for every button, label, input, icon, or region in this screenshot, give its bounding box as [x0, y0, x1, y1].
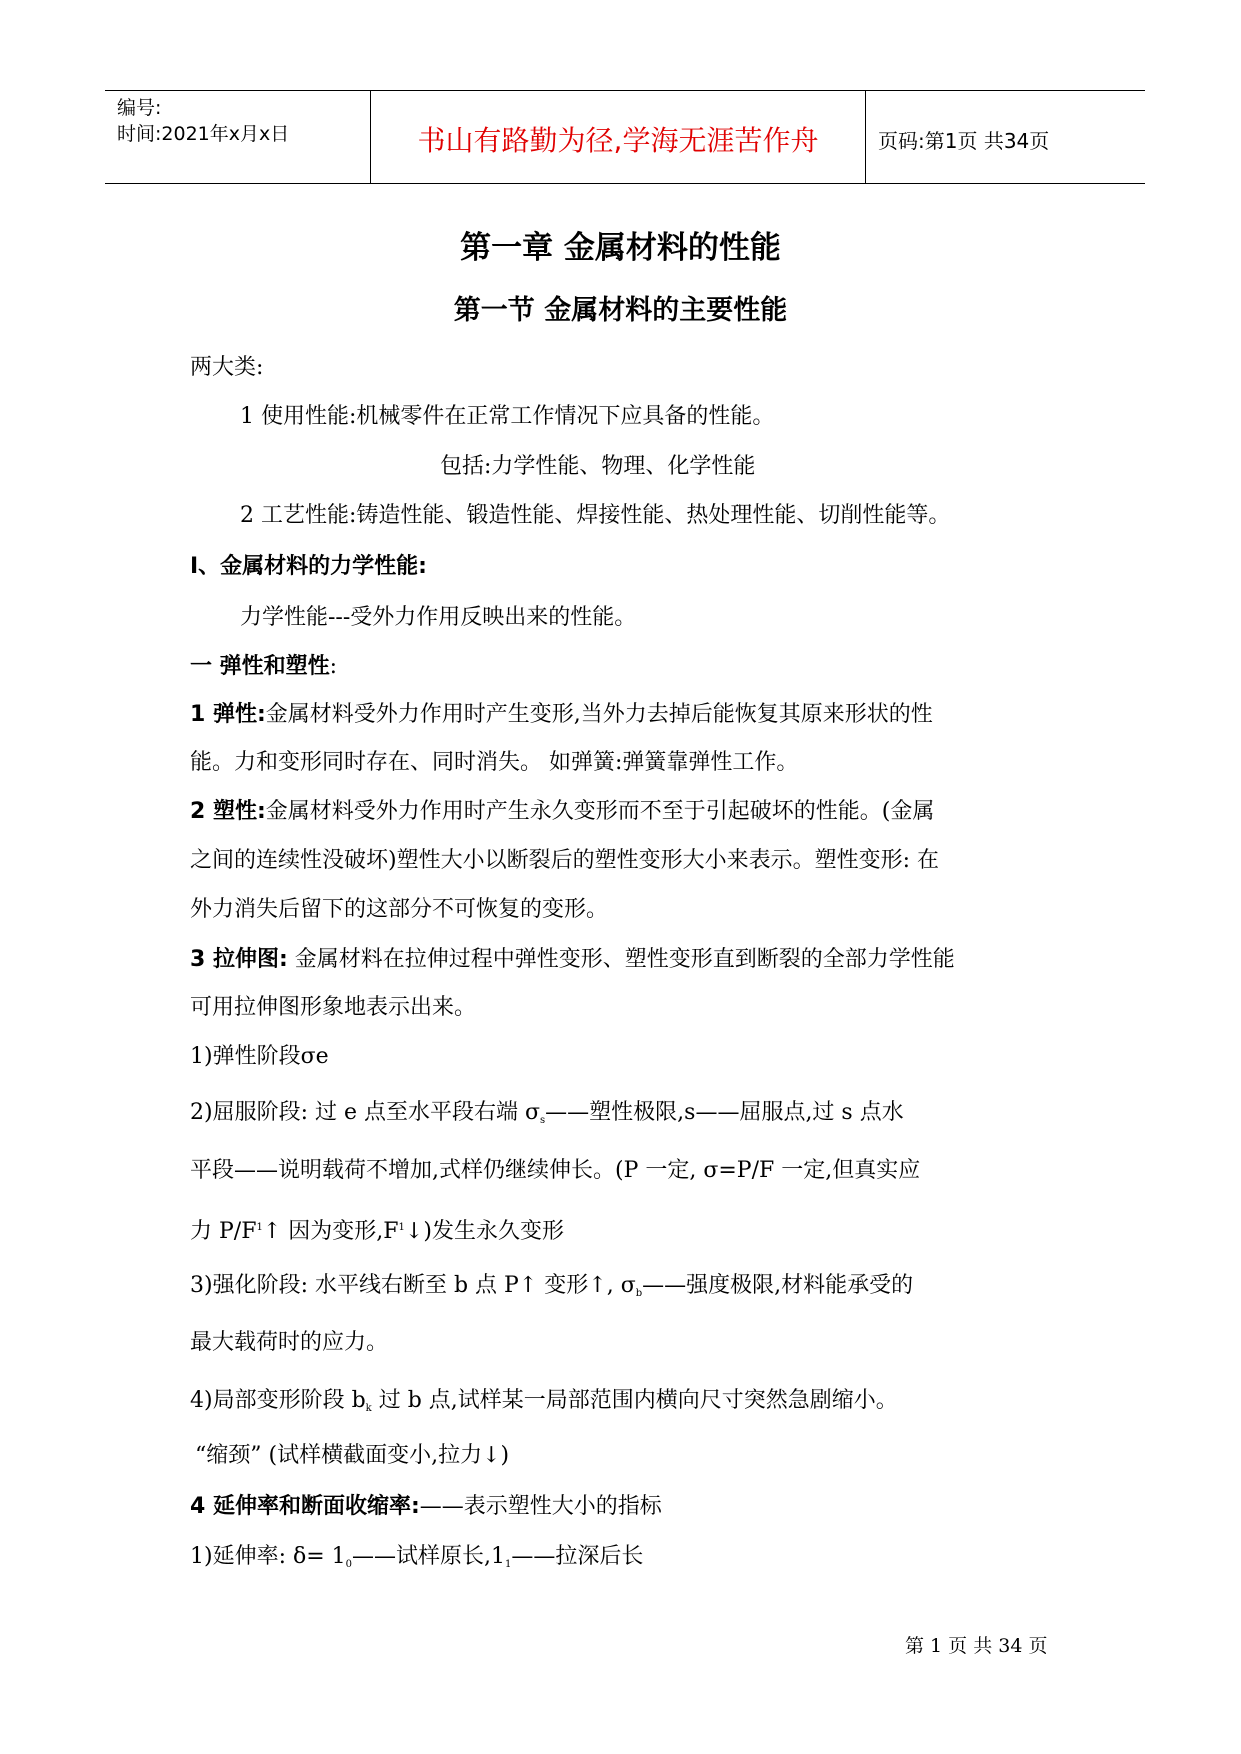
- body-line: 两大类:: [190, 355, 264, 380]
- text-span: :: [329, 654, 338, 679]
- header-info-cell: [105, 91, 371, 183]
- term-bold: 2 塑性:: [190, 799, 266, 824]
- term-bold: 1 弹性:: [190, 702, 266, 727]
- text-span: 金属材料受外力作用时产生永久变形而不至于引起破坏的性能。(金属: [265, 799, 935, 824]
- section-title: 第一节 金属材料的主要性能: [453, 295, 788, 326]
- text-span: 力 P/F: [190, 1219, 257, 1244]
- body-line: 包括:力学性能、物理、化学性能: [440, 454, 756, 479]
- superscript: 1: [398, 1222, 405, 1233]
- text-span: ——塑性极限,s——屈服点,过 s 点水: [545, 1100, 904, 1125]
- body-line: [190, 945, 955, 975]
- body-line: 1 使用性能:机械零件在正常工作情况下应具备的性能。: [240, 404, 775, 429]
- subscript: b: [635, 1288, 643, 1299]
- body-line: 1)弹性阶段σe: [190, 1044, 329, 1069]
- body-line: [190, 1492, 662, 1522]
- subscript: s: [540, 1115, 546, 1126]
- text-span: ——表示塑性大小的指标: [419, 1494, 662, 1519]
- text-span: 1)延伸率: δ= 1: [190, 1544, 346, 1569]
- text-span: ——拉深后长: [511, 1544, 644, 1569]
- body-line: 能。力和变形同时存在、同时消失。 如弹簧:弹簧靠弹性工作。: [190, 750, 799, 775]
- body-line: 最大载荷时的应力。: [190, 1330, 389, 1355]
- text-span: 3)强化阶段: 水平线右断至 b 点 P↑ 变形↑, σ: [190, 1273, 636, 1298]
- body-line: [190, 1098, 904, 1136]
- body-line: 力学性能---受外力作用反映出来的性能。: [240, 605, 637, 630]
- number-label: 编号:: [117, 97, 162, 119]
- body-line: 2 工艺性能:铸造性能、锻造性能、焊接性能、热处理性能、切削性能等。: [240, 503, 951, 528]
- time-label: 时间:2021年x月x日: [117, 123, 290, 145]
- body-line: [190, 700, 933, 730]
- subscript: k: [365, 1403, 372, 1414]
- subscript: 1: [505, 1559, 512, 1570]
- subheading-bold: 一 弹性和塑性: [190, 654, 330, 679]
- text-span: ↑ 因为变形,F: [262, 1219, 399, 1244]
- body-line: [190, 1271, 913, 1309]
- subscript: 0: [345, 1559, 353, 1570]
- body-line: [190, 652, 337, 682]
- page-label: 页码:第1页 共34页: [878, 129, 1050, 153]
- body-line: 外力消失后留下的这部分不可恢复的变形。: [190, 897, 609, 922]
- motto: 书山有路勤为径,学海无涯苦作舟: [417, 124, 819, 157]
- text-span: 金属材料受外力作用时产生变形,当外力去掉后能恢复其原来形状的性: [265, 702, 933, 727]
- header-motto-cell: [371, 91, 866, 183]
- body-line: [190, 797, 934, 827]
- page-footer: 第 1 页 共 34 页: [905, 1635, 1048, 1657]
- superscript: 1: [256, 1222, 263, 1233]
- body-line: [190, 1386, 898, 1424]
- text-span: ↓)发生永久变形: [404, 1219, 564, 1244]
- header-page-cell: [866, 91, 1145, 183]
- term-bold: 3 拉伸图:: [190, 947, 288, 972]
- term-bold: 4 延伸率和断面收缩率:: [190, 1494, 420, 1519]
- text-span: 2)屈服阶段: 过 e 点至水平段右端 σ: [190, 1100, 541, 1125]
- body-line: “缩颈” (试样横截面变小,拉力↓): [195, 1443, 510, 1468]
- text-span: 4)局部变形阶段 b: [190, 1388, 366, 1413]
- body-line: 之间的连续性没破坏)塑性大小以断裂后的塑性变形大小来表示。塑性变形: 在: [190, 848, 939, 873]
- body-line: 可用拉伸图形象地表示出来。: [190, 995, 477, 1020]
- document-header: [105, 90, 1145, 184]
- text-span: ——试样原长,1: [352, 1544, 506, 1569]
- body-line: [190, 1213, 564, 1247]
- text-span: 金属材料在拉伸过程中弹性变形、塑性变形直到断裂的全部力学性能: [287, 947, 955, 972]
- body-line: 平段——说明载荷不增加,式样仍继续伸长。(P 一定, σ=P/F 一定,但真实应: [190, 1158, 921, 1183]
- text-span: 过 b 点,试样某一局部范围内横向尺寸突然急剧缩小。: [371, 1388, 898, 1413]
- text-span: ——强度极限,材料能承受的: [642, 1273, 914, 1298]
- subheading: Ⅰ、金属材料的力学性能:: [190, 554, 427, 579]
- body-line: [190, 1542, 643, 1580]
- chapter-title: 第一章 金属材料的性能: [460, 230, 781, 266]
